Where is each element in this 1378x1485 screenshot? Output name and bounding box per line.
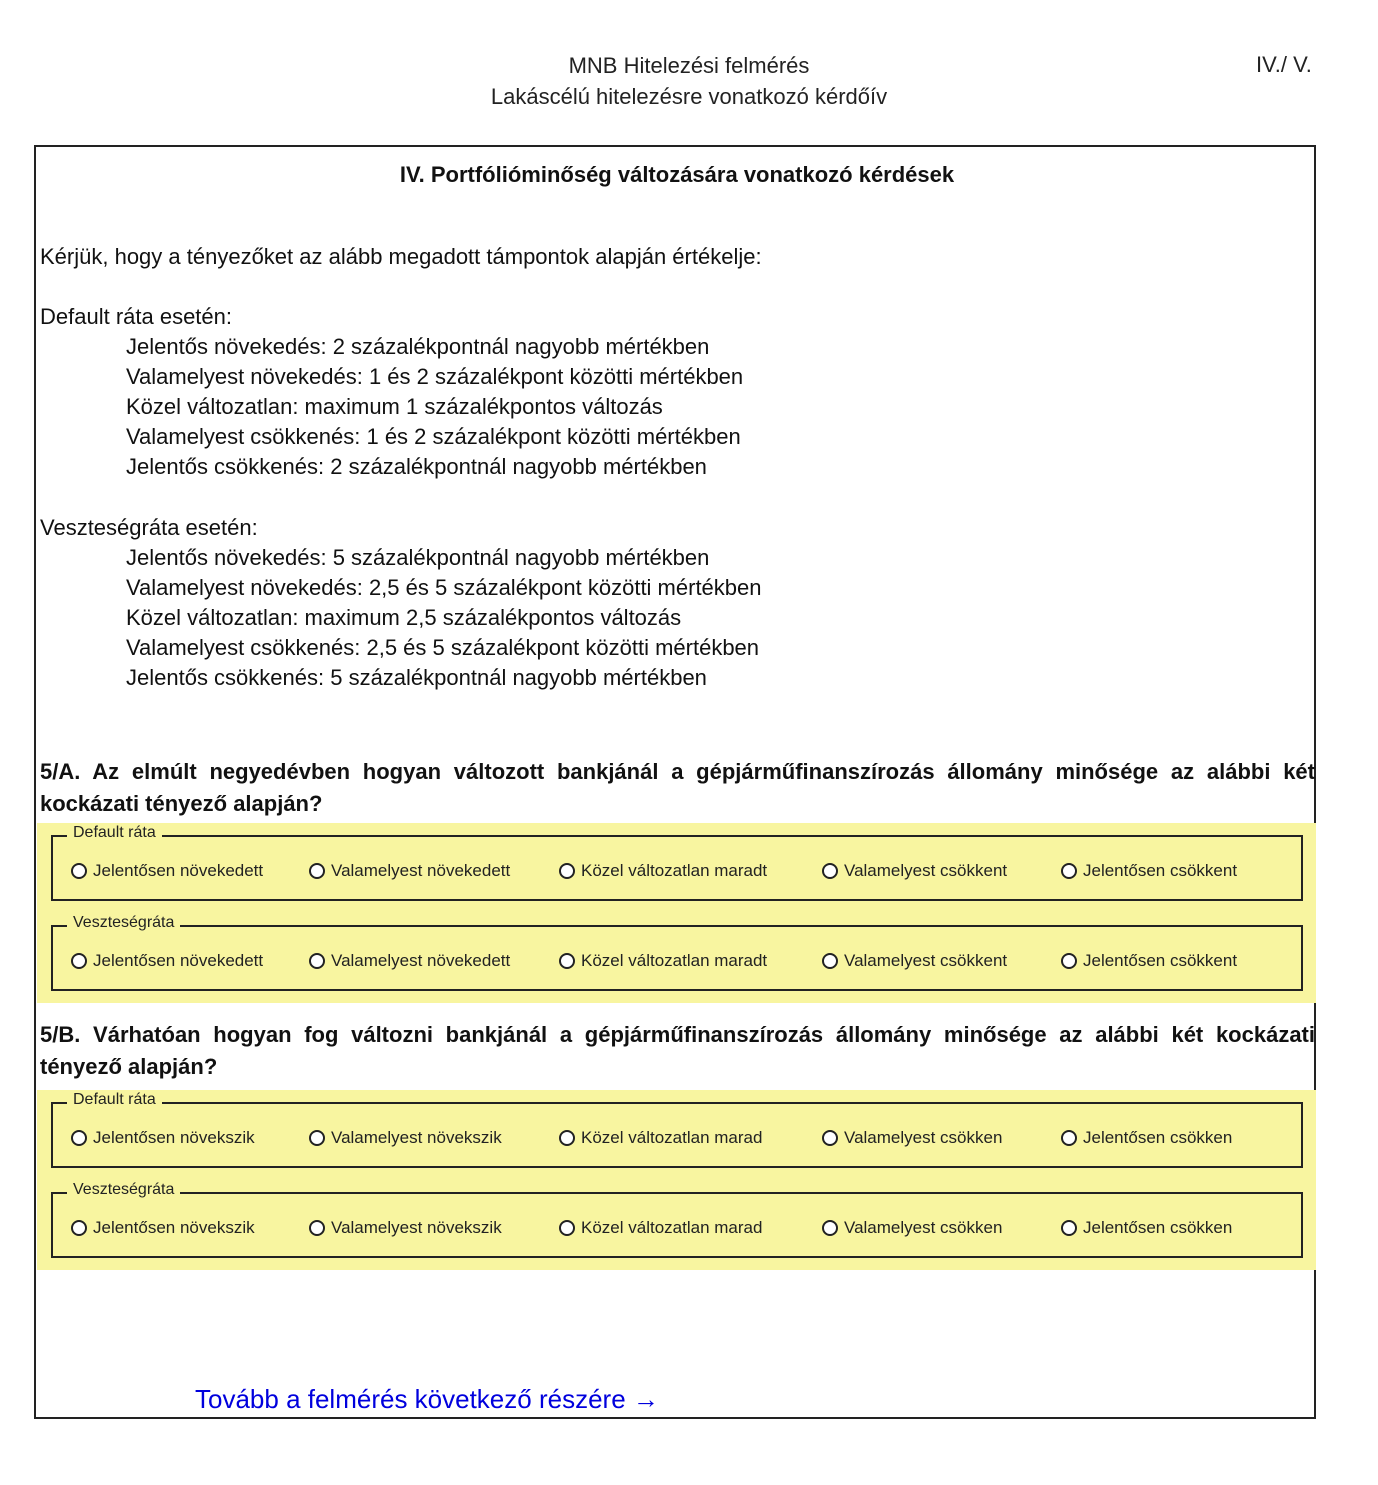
default-rate-group — [51, 824, 1303, 901]
loss-rate-group — [51, 1181, 1303, 1258]
group-legend: Default ráta — [67, 824, 162, 842]
radio-label: Jelentősen csökkent — [1083, 861, 1238, 880]
radio-option[interactable] — [1061, 951, 1237, 971]
intro-text: Kérjük, hogy a tényezőket az alább megadott támpontok alapján értékelje: — [40, 244, 762, 269]
loss-rate-item: Jelentős növekedés: 5 százalékpontnál nagyobb mértékben — [126, 545, 710, 570]
section-title: IV. Portfólióminőség változására vonatkozó kérdések — [399, 162, 955, 187]
radio-option[interactable] — [309, 861, 510, 881]
radio-label: Valamelyest növekszik — [331, 1218, 502, 1237]
radio-label: Valamelyest csökkent — [844, 951, 1008, 970]
radio-button[interactable] — [822, 1220, 838, 1236]
radio-option[interactable] — [309, 951, 510, 971]
radio-button[interactable] — [559, 1220, 575, 1236]
question-5b-answer-area — [37, 1090, 1316, 1270]
radio-label: Jelentősen növekszik — [93, 1218, 255, 1237]
radio-label: Jelentősen csökken — [1083, 1218, 1233, 1237]
page-number: IV./ V. — [1256, 52, 1312, 77]
survey-header — [0, 50, 1378, 112]
radio-label: Jelentősen növekedett — [93, 951, 264, 970]
group-legend: Veszteségráta — [67, 914, 180, 932]
default-rate-item: Jelentős növekedés: 2 százalékpontnál nagyobb mértékben — [126, 334, 710, 359]
radio-button[interactable] — [1061, 953, 1077, 969]
radio-label: Közel változatlan maradt — [581, 861, 768, 880]
radio-option[interactable] — [822, 1128, 1002, 1148]
radio-button[interactable] — [309, 1130, 325, 1146]
radio-button[interactable] — [71, 863, 87, 879]
default-rate-item: Valamelyest növekedés: 1 és 2 százalékpont közötti mértékben — [126, 364, 744, 389]
radio-option[interactable] — [822, 861, 1007, 881]
radio-label: Közel változatlan marad — [581, 1128, 763, 1147]
radio-button[interactable] — [559, 1130, 575, 1146]
radio-option[interactable] — [309, 1218, 502, 1238]
radio-button[interactable] — [559, 863, 575, 879]
radio-label: Jelentősen növekszik — [93, 1128, 255, 1147]
radio-option[interactable] — [1061, 861, 1237, 881]
radio-button[interactable] — [822, 863, 838, 879]
radio-label: Valamelyest csökkent — [844, 861, 1008, 880]
radio-button[interactable] — [71, 1130, 87, 1146]
radio-button[interactable] — [71, 1220, 87, 1236]
radio-button[interactable] — [822, 953, 838, 969]
loss-rate-heading: Veszteségráta esetén: — [40, 515, 258, 540]
loss-rate-group — [51, 914, 1303, 991]
radio-option[interactable] — [559, 1218, 762, 1238]
radio-option[interactable] — [71, 861, 263, 881]
radio-option[interactable] — [71, 951, 263, 971]
loss-rate-item: Valamelyest növekedés: 2,5 és 5 százalékpont közötti mértékben — [126, 575, 762, 600]
radio-option[interactable] — [559, 1128, 762, 1148]
radio-option[interactable] — [822, 1218, 1002, 1238]
survey-subtitle: Lakáscélú hitelezésre vonatkozó kérdőív — [490, 84, 888, 109]
group-legend: Default ráta — [67, 1091, 162, 1109]
radio-label: Jelentősen csökken — [1083, 1128, 1233, 1147]
survey-title: MNB Hitelezési felmérés — [568, 53, 810, 78]
radio-option[interactable] — [309, 1128, 502, 1148]
radio-button[interactable] — [1061, 1220, 1077, 1236]
radio-button[interactable] — [1061, 863, 1077, 879]
radio-label: Jelentősen csökkent — [1083, 951, 1238, 970]
radio-button[interactable] — [559, 953, 575, 969]
radio-button[interactable] — [309, 863, 325, 879]
radio-option[interactable] — [1061, 1128, 1232, 1148]
radio-option[interactable] — [71, 1128, 255, 1148]
loss-rate-item: Valamelyest csökkenés: 2,5 és 5 százalékpont közötti mértékben — [126, 635, 760, 660]
radio-button[interactable] — [1061, 1130, 1077, 1146]
radio-option[interactable] — [559, 951, 767, 971]
radio-button[interactable] — [822, 1130, 838, 1146]
radio-label: Valamelyest csökken — [844, 1218, 1003, 1237]
radio-label: Valamelyest növekedett — [331, 951, 511, 970]
radio-label: Közel változatlan maradt — [581, 951, 768, 970]
radio-label: Valamelyest növekszik — [331, 1128, 502, 1147]
default-rate-group — [51, 1091, 1303, 1168]
question-5a-answer-area — [37, 823, 1316, 1003]
radio-option[interactable] — [559, 861, 767, 881]
default-rate-heading: Default ráta esetén: — [40, 304, 233, 329]
default-rate-item: Jelentős csökkenés: 2 százalékpontnál nagyobb mértékben — [126, 454, 707, 479]
radio-option[interactable] — [822, 951, 1007, 971]
default-rate-item: Valamelyest csökkenés: 1 és 2 százalékpont közötti mértékben — [126, 424, 741, 449]
group-legend: Veszteségráta — [67, 1181, 180, 1199]
radio-label: Valamelyest növekedett — [331, 861, 511, 880]
radio-label: Közel változatlan marad — [581, 1218, 763, 1237]
loss-rate-item: Jelentős csökkenés: 5 százalékpontnál nagyobb mértékben — [126, 665, 707, 690]
radio-label: Valamelyest csökken — [844, 1128, 1003, 1147]
radio-button[interactable] — [309, 1220, 325, 1236]
next-section-link[interactable]: Tovább a felmérés következő részére → — [195, 1384, 659, 1414]
question-5b: 5/B. Várhatóan hogyan fog változni bankjánál a gépjárműfinanszírozás állomány minősége az alábbi két kockázati tényező alapján? — [40, 1022, 1315, 1079]
question-5a: 5/A. Az elmúlt negyedévben hogyan változott bankjánál a gépjárműfinanszírozás állomány minősége az alábbi két kockázati tényező alapján? — [40, 759, 1315, 816]
radio-button[interactable] — [71, 953, 87, 969]
loss-rate-item: Közel változatlan: maximum 2,5 százalékpontos változás — [126, 605, 682, 630]
radio-option[interactable] — [71, 1218, 255, 1238]
radio-button[interactable] — [309, 953, 325, 969]
radio-option[interactable] — [1061, 1218, 1232, 1238]
radio-label: Jelentősen növekedett — [93, 861, 264, 880]
default-rate-item: Közel változatlan: maximum 1 százalékpontos változás — [126, 394, 663, 419]
